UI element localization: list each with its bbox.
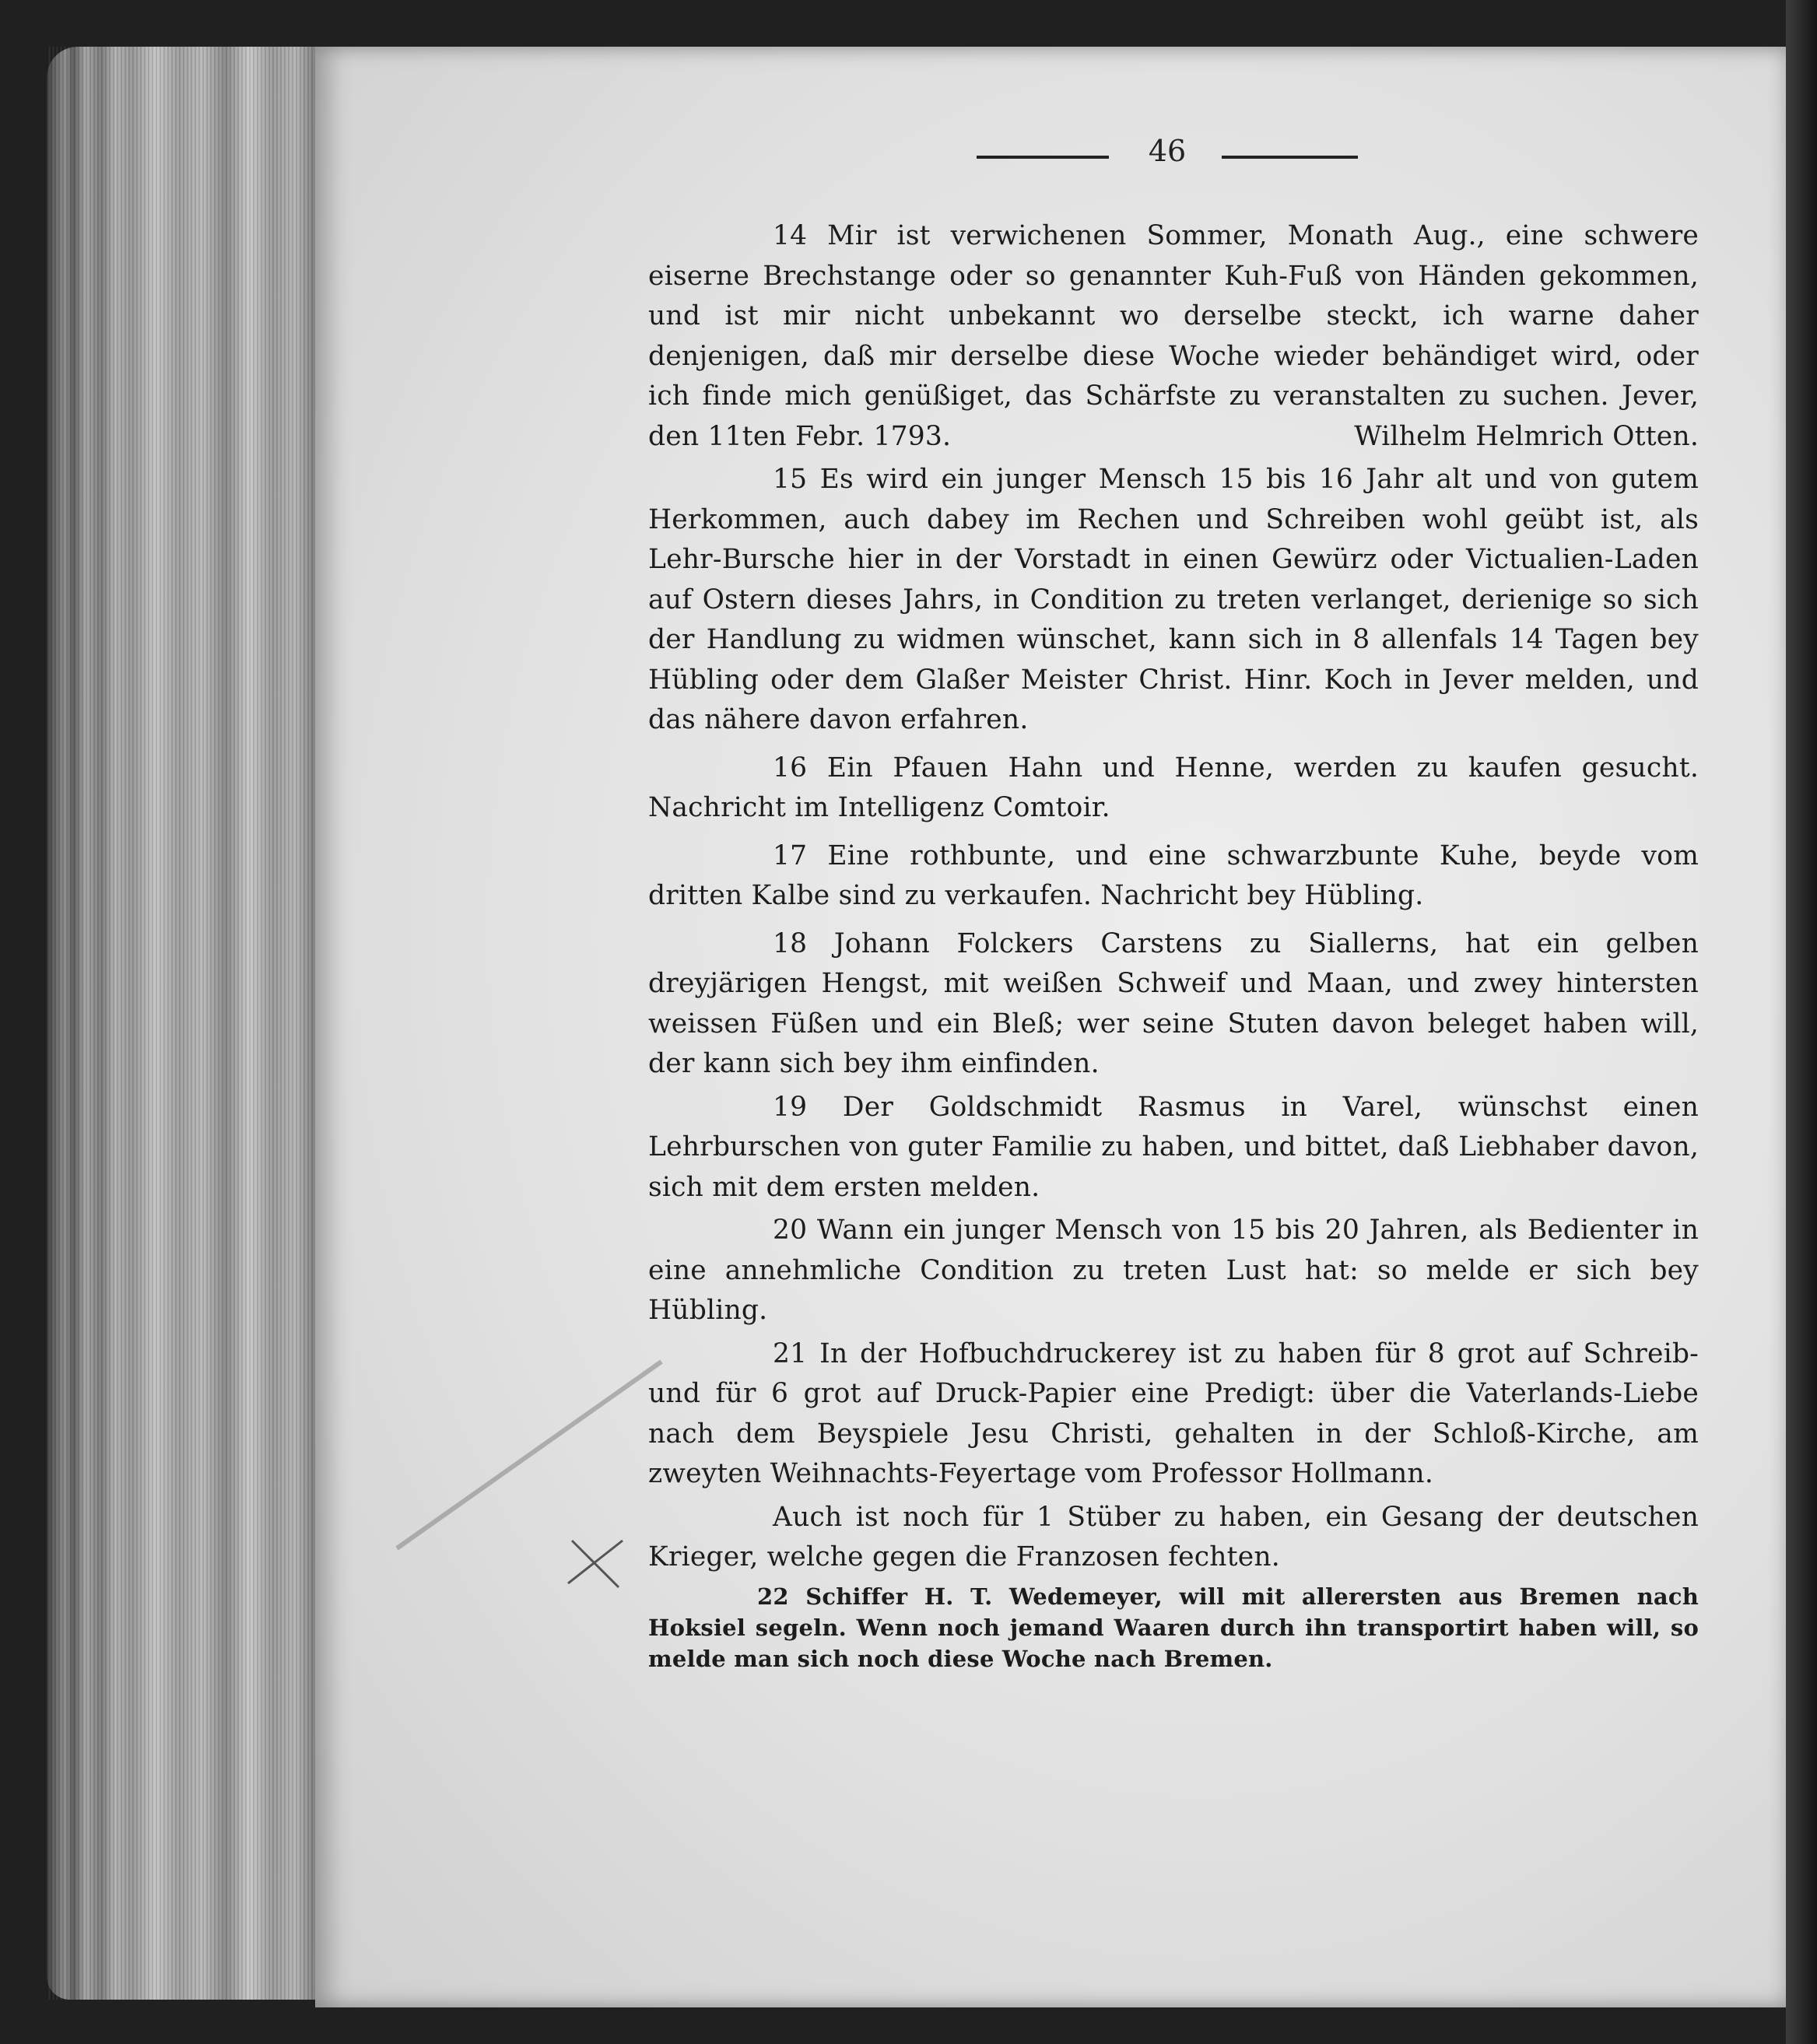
entry-17: 17 Eine rothbunte, und eine schwarzbunte Kuhe, beyde vom dritten Kalbe sind zu verkaufen. Nachricht bey Hübling. [648, 840, 1699, 911]
entry-18: 18 Johann Folckers Carstens zu Siallerns, hat ein gelben dreyjärigen Hengst, mit weißen Schweif und Maan, und zwey hintersten weissen Füßen und ein Bleß; wer seine Stuten davon beleget haben will, der kann sich bey ihm einfinden. [648, 927, 1699, 1079]
advertisements [648, 216, 1699, 1682]
entry-14 [648, 216, 1699, 457]
header-rule-left [977, 156, 1109, 159]
entry-text: 14 Mir ist verwichenen Sommer, Monath Aug., eine schwere eiserne Brechstange oder so genannter Kuh-Fuß von Händen gekommen, und ist mir nicht unbekannt wo derselbe steckt, ich warne daher denjenigen, daß mir derselbe diese Woche wieder behändiget wird, oder ich finde mich genüßiget, das Schärfste zu veranstalten zu suchen. Jever, den 11ten Febr. 1793. [648, 220, 1699, 452]
page-number: 46 [1148, 134, 1187, 168]
pencil-mark [389, 1354, 669, 1556]
entry-16: 16 Ein Pfauen Hahn und Henne, werden zu kaufen gesucht. Nachricht im Intelligenz Comtoir. [648, 752, 1699, 823]
pencil-x-mark [560, 1537, 630, 1591]
entry-19: 19 Der Goldschmidt Rasmus in Varel, wünschst einen Lehrburschen von guter Familie zu haben, und bittet, daß Liebhaber davon, sich mit dem ersten melden. [648, 1091, 1699, 1203]
entry-15: 15 Es wird ein junger Mensch 15 bis 16 Jahr alt und von gutem Herkommen, auch dabey im Rechen und Schreiben wohl geübt ist, als Lehr-Bursche hier in der Vorstadt in einen Gewürz oder Victualien-Laden auf Ostern dieses Jahrs, in Condition zu treten verlanget, derienige so sich der Handlung zu widmen wünschet, kann sich in 8 allenfals 14 Tagen bey Hübling oder dem Glaßer Meister Christ. Hinr. Koch in Jever melden, und das nähere davon erfahren. [648, 464, 1699, 735]
binding-shadow [1786, 0, 1817, 2044]
page-header [977, 134, 1358, 171]
entry-21-addendum: Auch ist noch für 1 Stüber zu haben, ein Gesang der deutschen Krieger, welche gegen die Franzosen fechten. [648, 1501, 1699, 1572]
entry-22: 22 Schiffer H. T. Wedemeyer, will mit allerersten aus Bremen nach Hoksiel segeln. Wenn noch jemand Waaren durch ihn transportirt haben will, so melde man sich noch diese Woche nach Bremen. [648, 1583, 1699, 1672]
entry-21: 21 In der Hofbuchdruckerey ist zu haben für 8 grot auf Schreib- und für 6 grot auf Druck-Papier eine Predigt: über die Vaterlands-Liebe nach dem Beyspiele Jesu Christi, gehalten in der Schloß-Kirche, am zweyten Weihnachts-Feyertage vom Professor Hollmann. [648, 1338, 1699, 1489]
entry-20: 20 Wann ein junger Mensch von 15 bis 20 Jahren, als Bedienter in eine annehmliche Condition zu treten Lust hat: so melde er sich bey Hübling. [648, 1215, 1699, 1326]
header-rule-right [1222, 156, 1358, 159]
page-edges [47, 47, 327, 2000]
signature: Wilhelm Helmrich Otten. [1354, 420, 1699, 452]
